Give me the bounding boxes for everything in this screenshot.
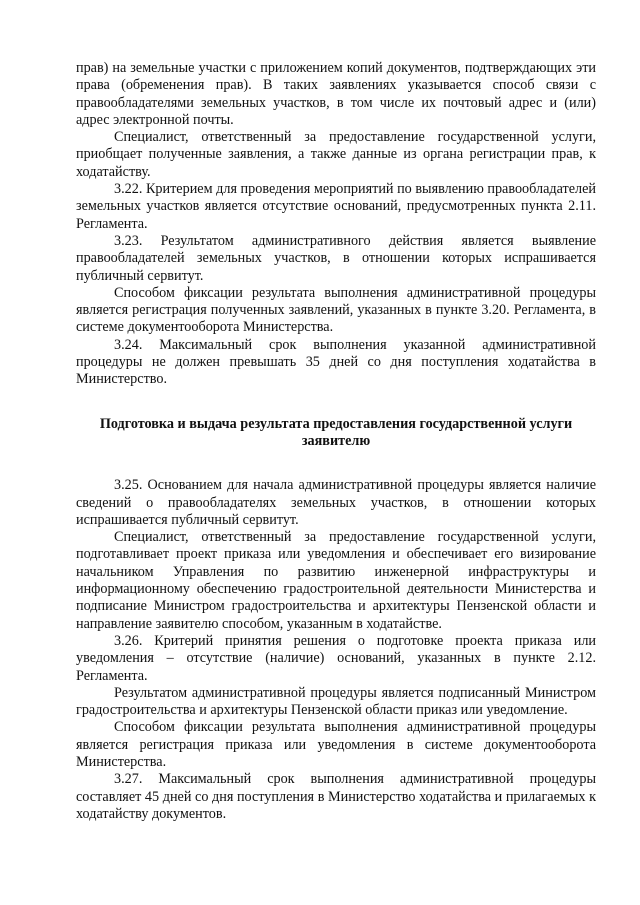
paragraph-3-24: 3.24. Максимальный срок выполнения указанной административной процедуры не должен превышать 35 дней со дня поступления ходатайства в Министерство.: [76, 336, 596, 388]
paragraph-continuation: прав) на земельные участки с приложением копий документов, подтверждающих эти права (обременения прав). В таких заявлениях указывается способ связи с правообладателями земельных участков, в том числе их почтовый адрес и (или) адрес электронной почты.: [76, 60, 596, 128]
paragraph-3-25: 3.25. Основанием для начала административной процедуры является наличие сведений о правообладателях земельных участков, в отношении которых испрашивается публичный сервитут.: [76, 477, 596, 528]
paragraph-3-26: 3.26. Критерий принятия решения о подготовке проекта приказа или уведомления – отсутствие (наличие) оснований, указанных в пункте 2.12. Регламента.: [76, 632, 596, 684]
paragraph-specialist-prepares: Специалист, ответственный за предоставление государственной услуги, подготавливает проект приказа или уведомления и обеспечивает его визирование начальником Управления по развитию инженерной инфраструктуры и информационному обеспечению градостроительной деятельности Министерства и подписание Министром градостроительства и архитектуры Пензенской области и направление заявителю способом, указанным в ходатайстве.: [76, 529, 596, 632]
paragraph-3-27: 3.27. Максимальный срок выполнения административной процедуры составляет 45 дней со дня поступления в Министерство ходатайства и прилагаемых к ходатайству документов.: [76, 771, 596, 822]
section-heading: Подготовка и выдача результата предоставления государственной услуги заявителю: [99, 415, 573, 449]
document-page: [76, 60, 596, 823]
paragraph-specialist-attaches: Специалист, ответственный за предоставление государственной услуги, приобщает полученные заявления, а также данные из органа регистрации прав, к ходатайству.: [76, 129, 596, 180]
paragraph-3-22: 3.22. Критерием для проведения мероприятий по выявлению правообладателей земельных участков является отсутствие оснований, предусмотренных пункта 2.11. Регламента.: [76, 181, 596, 232]
paragraph-fixation-method: Способом фиксации результата выполнения административной процедуры является регистрация полученных заявлений, указанных в пункте 3.20. Регламента, в системе документооборота Министерства.: [76, 284, 596, 336]
paragraph-3-23: 3.23. Результатом административного действия является выявление правообладателей земельных участков, в отношении которых испрашивается публичный сервитут.: [76, 232, 596, 284]
paragraph-result-fixation: Способом фиксации результата выполнения административной процедуры является регистрация приказа или уведомления в системе документооборота Министерства.: [76, 719, 596, 770]
paragraph-procedure-result: Результатом административной процедуры является подписанный Министром градостроительства и архитектуры Пензенской области приказ или уведомление.: [76, 684, 596, 719]
